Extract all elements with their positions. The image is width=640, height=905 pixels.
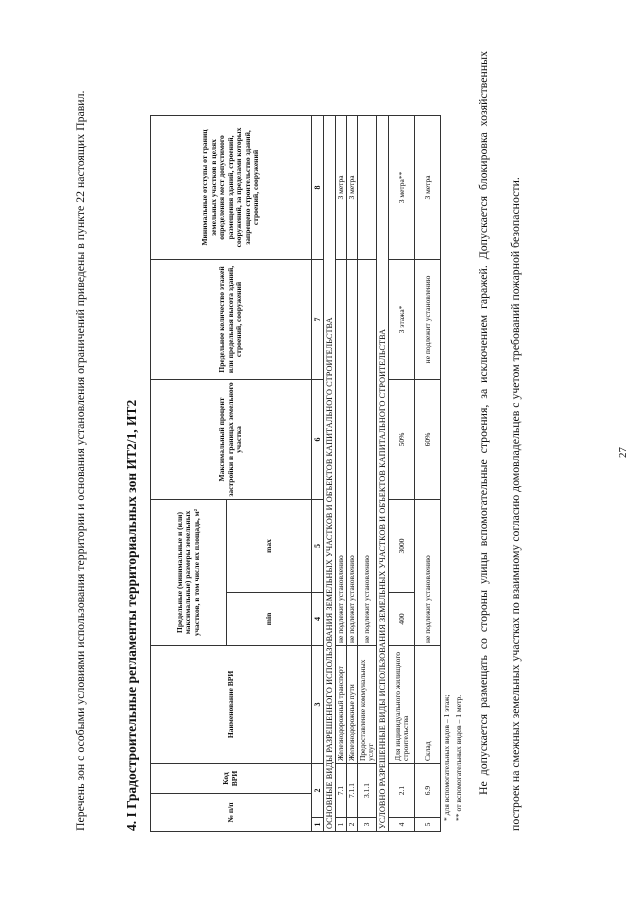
row-max: 3000: [389, 499, 415, 592]
row-code: 6.9: [415, 763, 441, 817]
row-size: не подлежит установлению: [336, 259, 347, 645]
row-setback: [358, 115, 377, 259]
column-number-row: [312, 115, 324, 831]
table-row: [415, 115, 441, 831]
header-num: № п/п: [151, 793, 312, 831]
row-size: не подлежит установлению: [358, 259, 377, 645]
section-conditional-title: УСЛОВНО РАЗРЕШЕННЫЕ ВИДЫ ИСПОЛЬЗОВАНИЯ ЗЕМЕЛЬНЫХ УЧАСТКОВ И ОБЪЕКТОВ КАПИТАЛЬНОГО СТРОИТЕЛЬСТВА: [377, 115, 389, 831]
footnote: ** от вспомогательных видов – 1 метр.: [454, 694, 463, 821]
col-number: 4: [312, 592, 324, 645]
row-code: 3.1.1: [358, 763, 377, 817]
col-number: 2: [312, 763, 324, 817]
row-setback: 3 метра**: [389, 115, 415, 259]
header-setbacks: Минимальные отступы от границ земельных участков в целях определения мест допустимого размещения зданий, строений, сооружений, за пределами которых запрещено строительство зданий, строений, сооружений: [151, 115, 312, 259]
header-size-group: Предельные (минимальные и (или) максимальные) размеры земельных участков, в том числе их площадь, м²: [151, 499, 227, 645]
row-code: 7.1: [336, 763, 347, 817]
row-name: Железнодорожный транспорт: [336, 645, 347, 763]
header-name: Наименование ВРИ: [151, 645, 312, 763]
row-code: 7.1.1: [347, 763, 358, 817]
col-number: 7: [312, 259, 324, 379]
row-setback: 3 метра: [415, 115, 441, 259]
header-row-1: [151, 115, 227, 831]
col-number: 3: [312, 645, 324, 763]
row-num: 2: [347, 818, 358, 832]
row-code: 2.1: [389, 763, 415, 817]
row-num: 4: [389, 818, 415, 832]
footnote: * для вспомогательных видов – 1 этаж;: [442, 694, 451, 821]
table-row: [389, 115, 415, 831]
row-num: 5: [415, 818, 441, 832]
section-heading: 4. I Градостроительные регламенты территориальных зон ИТ2/1, ИТ2: [124, 399, 139, 831]
row-percent: 60%: [415, 379, 441, 499]
section-conditional-row: [377, 115, 389, 831]
header-code: Код ВРИ: [151, 763, 312, 793]
header-floors: Предельное количество этажей или предельная высота зданий, строений, сооружений: [151, 259, 312, 379]
row-name: Склад: [415, 645, 441, 763]
row-size: не подлежит установлению: [415, 499, 441, 645]
page-number: 27: [617, 447, 629, 458]
table-row: [336, 115, 347, 831]
header-min: min: [227, 592, 312, 645]
intro-text: Перечень зон с особыми условиями использования территории и основания установления ограничений приведены в пункте 22 настоящих Правил.: [73, 90, 87, 831]
col-number: 1: [312, 818, 324, 832]
row-name: Предоставление коммунальных услуг: [358, 645, 377, 763]
section-main-row: [324, 115, 336, 831]
row-setback: 3 метра: [347, 115, 358, 259]
row-min: 400: [389, 592, 415, 645]
footnotes: [441, 694, 465, 821]
header-max-percent: Максимальный процент застройки в границах земельного участка: [151, 379, 312, 499]
col-number: 8: [312, 115, 324, 259]
col-number: 5: [312, 499, 324, 592]
row-setback: 3 метра: [336, 115, 347, 259]
col-number: 6: [312, 379, 324, 499]
table-row: [347, 115, 358, 831]
row-num: 3: [358, 818, 377, 832]
table-row: [358, 115, 377, 831]
header-max: max: [227, 499, 312, 592]
row-floors: не подлежит установлению: [415, 259, 441, 379]
row-name: Для индивидуального жилищного строительства: [389, 645, 415, 763]
body-paragraph: Не допускается размещать со стороны улицы вспомогательные строения, за исключением гаражей. Допускается блокировка хозяйственных построек на смежных земельных участках по взаимному согласию домовладельцев с учетом требований пожарной безопасности.: [476, 51, 522, 831]
row-size: не подлежит установлению: [347, 259, 358, 645]
regulations-table: [150, 115, 441, 832]
row-percent: 50%: [389, 379, 415, 499]
row-floors: 3 этажа*: [389, 259, 415, 379]
section-main-title: ОСНОВНЫЕ ВИДЫ РАЗРЕШЕННОГО ИСПОЛЬЗОВАНИЯ ЗЕМЕЛЬНЫХ УЧАСТКОВ И ОБЪЕКТОВ КАПИТАЛЬНОГО СТРОИТЕЛЬСТВА: [324, 115, 336, 831]
row-name: Железнодорожные пути: [347, 645, 358, 763]
row-num: 1: [336, 818, 347, 832]
